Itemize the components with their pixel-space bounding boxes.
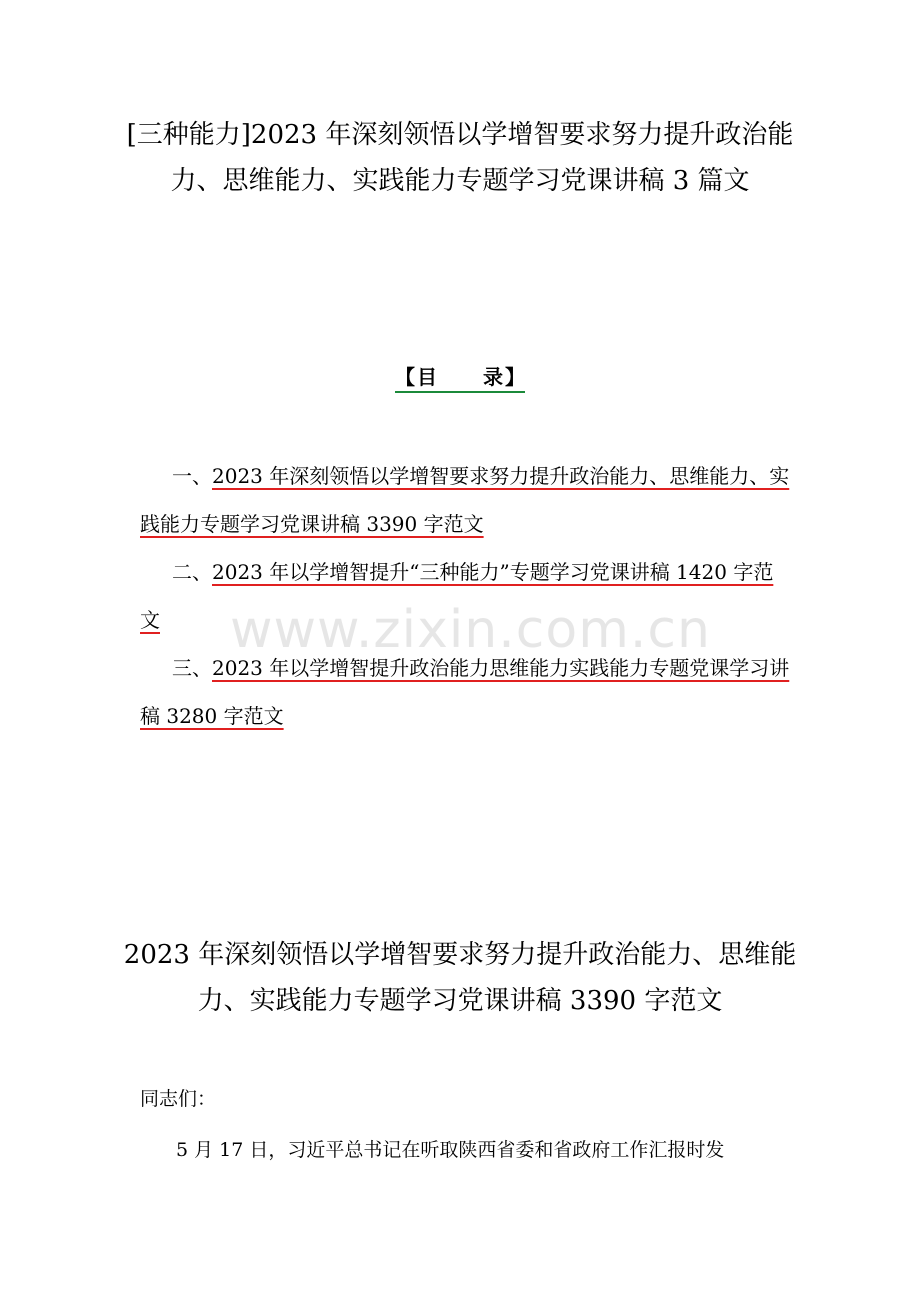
- toc-heading: 【目 录】: [395, 363, 525, 393]
- section-title: 2023 年深刻领悟以学增智要求努力提升政治能力、思维能力、实践能力专题学习党课讲稿 3390 字范文: [123, 940, 797, 1016]
- toc-link-3[interactable]: 2023 年以学增智提升政治能力思维能力实践能力专题党课学习讲稿 3280 字范文: [140, 656, 790, 728]
- toc-link-2[interactable]: 2023 年以学增智提升“三种能力”专题学习党课讲稿 1420 字范文: [140, 560, 774, 632]
- toc-entry-prefix: 三、: [172, 656, 212, 680]
- salutation: 同志们：: [140, 1088, 217, 1110]
- toc-entry-1: [140, 452, 790, 548]
- watermark: www.zixin.com.cn: [230, 600, 711, 660]
- toc-entry-prefix: 二、: [172, 560, 212, 584]
- toc-entry-prefix: 一、: [172, 464, 212, 488]
- toc-entry-2: [140, 548, 790, 644]
- body-paragraph: 5 月 17 日，习近平总书记在听取陕西省委和省政府工作汇报时发: [176, 1139, 725, 1161]
- toc-entry-3: [140, 644, 790, 740]
- table-of-contents: [140, 452, 790, 740]
- document-title: [三种能力]2023 年深刻领悟以学增智要求努力提升政治能力、思维能力、实践能力专题学习党课讲稿 3 篇文: [126, 120, 794, 196]
- toc-link-1[interactable]: 2023 年深刻领悟以学增智要求努力提升政治能力、思维能力、实践能力专题学习党课讲稿 3390 字范文: [140, 464, 790, 536]
